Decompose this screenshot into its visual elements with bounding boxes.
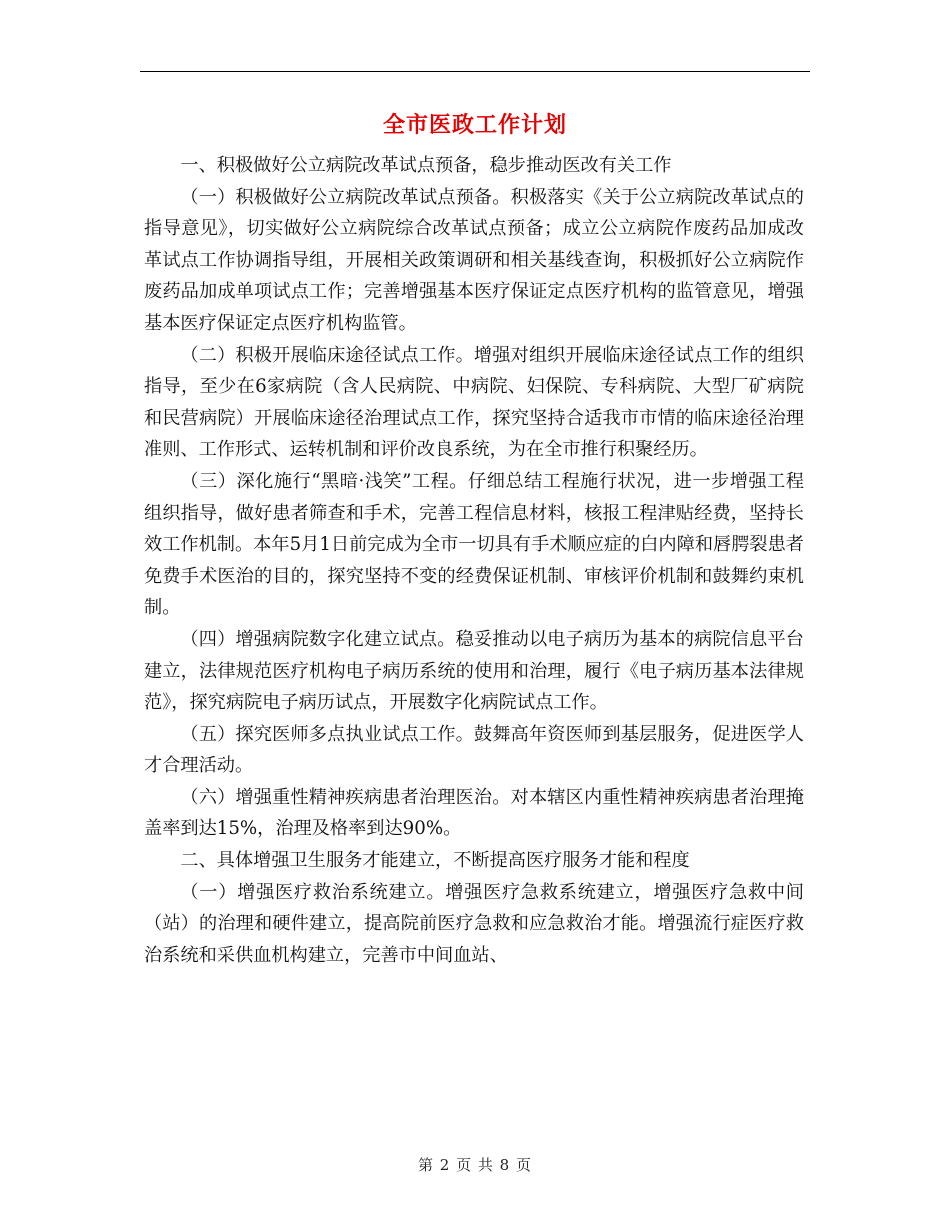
document-body [144, 150, 804, 971]
document-title: 全市医政工作计划 [382, 112, 567, 138]
paragraph: （三）深化施行“黑暗·浅笑”工程。仔细总结工程施行状况，进一步增强工程组织指导，做好患者筛查和手术，完善工程信息材料，核报工程津贴经费，坚持长效工作机制。本年5月1日前完成为全市一切具有手术顺应症的白内障和唇腭裂患者免费手术医治的目的，探究坚持不变的经费保证机制、审核评价机制和鼓舞约束机制。 [144, 470, 804, 619]
paragraph: （一）增强医疗救治系统建立。增强医疗急救系统建立，增强医疗急救中间（站）的治理和硬件建立，提高院前医疗急救和应急救治才能。增强流行症医疗救治系统和采供血机构建立，完善市中间血站、 [144, 881, 804, 966]
paragraph: （一）积极做好公立病院改革试点预备。积极落实《关于公立病院改革试点的指导意见》，切实做好公立病院综合改革试点预备；成立公立病院作废药品加成改革试点工作协调指导组，开展相关政策调研和相关基线查询，积极抓好公立病院作废药品加成单项试点工作；完善增强基本医疗保证定点医疗机构的监管意见，增强基本医疗保证定点医疗机构监管。 [144, 186, 804, 334]
paragraph: （二）积极开展临床途径试点工作。增强对组织开展临床途径试点工作的组织指导，至少在6家病院（含人民病院、中病院、妇保院、专科病院、大型厂矿病院和民营病院）开展临床途径治理试点工作，探究坚持合适我市市情的临床途径治理准则、工作形式、运转机制和评价改良系统，为在全市推行积聚经历。 [144, 344, 804, 461]
paragraph: （五）探究医师多点执业试点工作。鼓舞高年资医师到基层服务，促进医学人才合理活动。 [144, 723, 804, 777]
section-heading-1: 一、积极做好公立病院改革试点预备，稳步推动医改有关工作 [180, 155, 672, 176]
paragraph: （四）增强病院数字化建立试点。稳妥推动以电子病历为基本的病院信息平台建立，法律规范医疗机构电子病历系统的使用和治理，履行《电子病历基本法律规范》，探究病院电子病历试点，开展数字化病院试点工作。 [144, 628, 804, 714]
page-footer: 第 2 页 共 8 页 [418, 1156, 532, 1174]
section-heading-2: 二、具体增强卫生服务才能建立，不断提高医疗服务才能和程度 [180, 850, 690, 872]
header-rule [140, 71, 810, 72]
paragraph: （六）增强重性精神疾病患者治理医治。对本辖区内重性精神疾病患者治理掩盖率到达15%，治理及格率到达90%。 [144, 786, 804, 840]
